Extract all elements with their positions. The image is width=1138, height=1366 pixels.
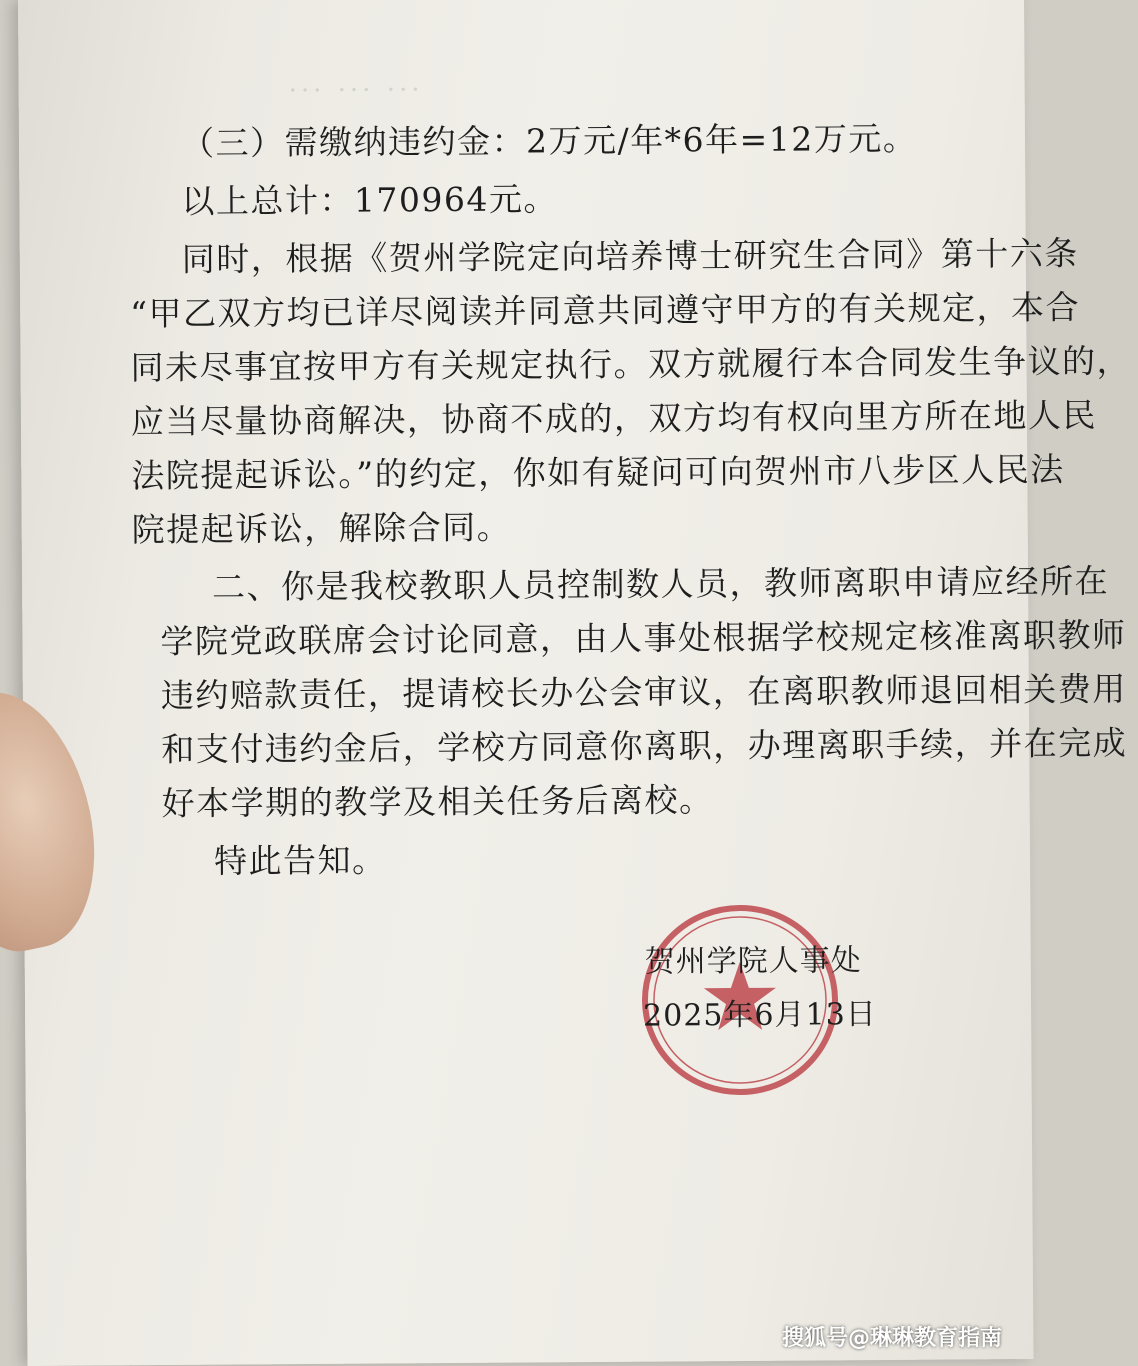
paper-sheet: [18, 0, 1132, 1366]
signature-block: [642, 934, 877, 1044]
section-two-line: 好本学期的教学及相关任务后离校。: [161, 780, 714, 824]
clause-three-penalty: （三）需缴纳违约金：2万元/年*6年=12万元。: [180, 118, 918, 163]
paragraph-line: 同时，根据《贺州学院定向培养博士研究生合同》第十六条: [181, 233, 1079, 279]
paragraph-line: “甲乙双方均已详尽阅读并同意共同遵守甲方的有关规定，本合: [130, 287, 1081, 334]
section-two-line: 二、你是我校教职人员控制数人员，教师离职申请应经所在: [211, 561, 1110, 607]
paragraph-line: 法院提起诉讼。”的约定，你如有疑问可向贺州市八步区人民法: [131, 449, 1065, 496]
paragraph-line: 院提起诉讼，解除合同。: [131, 507, 512, 550]
paragraph-line: 应当尽量协商解决，协商不成的，双方均有权向里方所在地人民: [130, 395, 1098, 442]
section-two-line: 违约赔款责任，提请校长办公会审议，在离职教师退回相关费用: [160, 669, 1127, 716]
issuer-name: 贺州学院人事处: [644, 943, 862, 980]
paragraph-line: 同未尽事宜按甲方有关规定执行。双方就履行本合同发生争议的，: [130, 341, 1132, 388]
total-amount: 以上总计：170964元。: [181, 179, 559, 221]
closing-notice: 特此告知。: [213, 840, 387, 881]
watermark-text: 搜狐号@琳琳教育指南: [781, 1326, 1002, 1351]
section-two-line: 和支付违约金后，学校方同意你离职，办理离职手续，并在完成: [161, 723, 1128, 770]
issue-date: 2025年6月13日: [642, 997, 877, 1034]
bleed-through-text: ··· ··· ···: [288, 75, 424, 107]
document-body: [129, 111, 1132, 889]
section-two-line: 学院党政联席会讨论同意，由人事处根据学校规定核准离职教师: [160, 615, 1127, 662]
